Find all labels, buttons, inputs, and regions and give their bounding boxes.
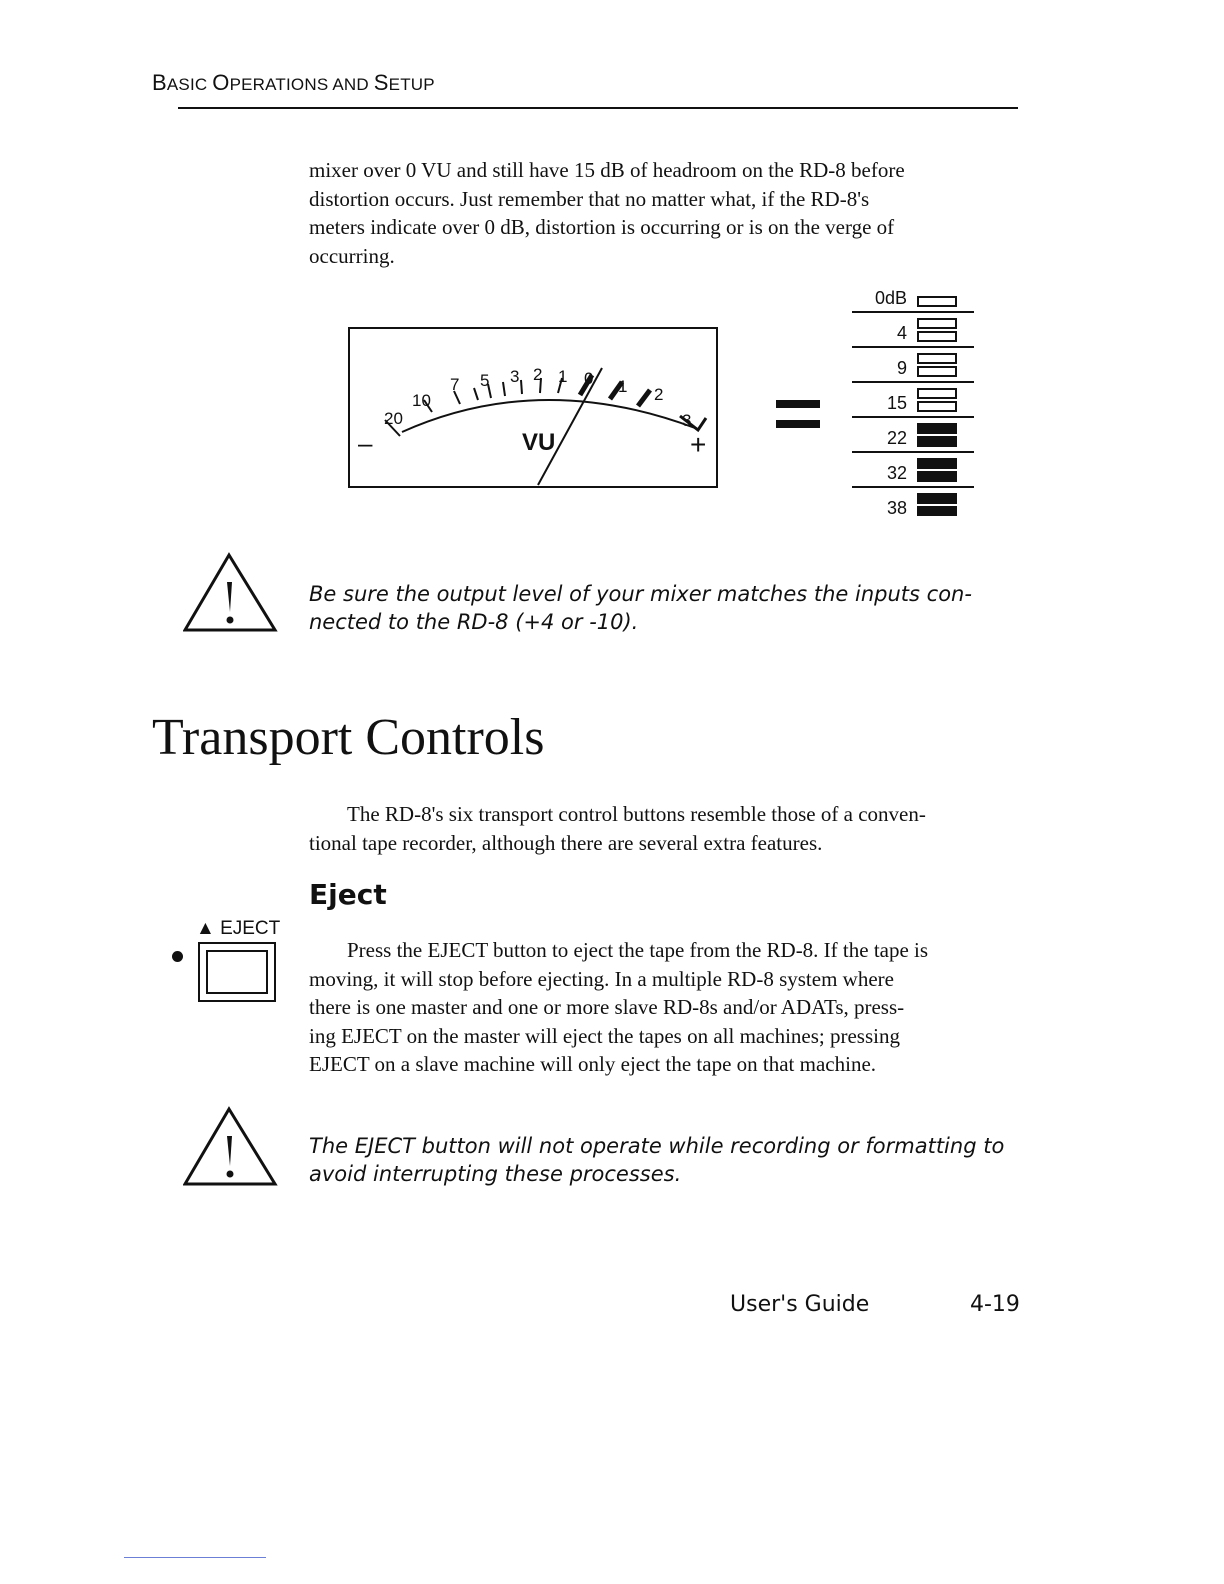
paragraph-intro bbox=[309, 156, 1009, 270]
vu-meter-frame bbox=[349, 328, 717, 487]
vu-label-10: 10 bbox=[412, 391, 431, 410]
equals-bar-bottom bbox=[776, 420, 820, 428]
note-line: avoid interrupting these processes. bbox=[309, 1162, 682, 1186]
eject-button-face bbox=[206, 950, 268, 994]
led-segment-unlit bbox=[918, 367, 956, 376]
led-label: 0dB bbox=[874, 288, 907, 308]
bottom-edge-line bbox=[124, 1557, 266, 1558]
paragraph-line: mixer over 0 VU and still have 15 dB of headroom on the RD-8 before bbox=[309, 158, 905, 182]
led-segment-lit bbox=[918, 437, 956, 446]
vu-scale-arc bbox=[402, 400, 695, 432]
paragraph-eject bbox=[309, 936, 1019, 1079]
paragraph-line: distortion occurs. Just remember that no matter what, if the RD-8's bbox=[309, 186, 870, 211]
note-line: Be sure the output level of your mixer matches the inputs con- bbox=[309, 582, 972, 606]
led-label: 9 bbox=[896, 358, 907, 378]
led-label: 4 bbox=[896, 323, 907, 343]
equals-bar-top bbox=[776, 400, 820, 408]
led-segment-unlit bbox=[918, 332, 956, 341]
note-line: The EJECT button will not operate while recording or formatting to bbox=[309, 1134, 1005, 1158]
header-part-3: ETUP bbox=[388, 75, 435, 94]
vu-label-20: 20 bbox=[384, 409, 403, 428]
vu-label-2: 2 bbox=[533, 365, 543, 384]
header-part-2: PERATIONS AND bbox=[229, 75, 374, 94]
led-segment-unlit bbox=[918, 297, 956, 306]
vu-label-3: 3 bbox=[510, 367, 520, 386]
paragraph-line: The RD-8's six transport control buttons resemble those of a conven- bbox=[347, 802, 926, 826]
vu-tick-red bbox=[638, 390, 650, 406]
eject-indicator-dot bbox=[172, 951, 183, 962]
paragraph-line: ing EJECT on the master will eject the tapes on all machines; pressing bbox=[309, 1023, 900, 1048]
led-label: 38 bbox=[886, 498, 907, 516]
paragraph-line: there is one master and one or more slave RD-8s and/or ADATs, press- bbox=[309, 995, 905, 1019]
led-meter bbox=[850, 286, 980, 516]
running-header bbox=[152, 70, 435, 96]
vu-label-plus-2: 2 bbox=[654, 385, 664, 404]
footer-page-number: 4-19 bbox=[970, 1292, 1020, 1317]
header-initial-o: O bbox=[212, 70, 230, 95]
led-segment-lit bbox=[918, 424, 956, 433]
header-part-1: ASIC bbox=[166, 75, 213, 94]
vu-minus-sign: – bbox=[358, 428, 373, 458]
paragraph-transport bbox=[309, 800, 1029, 857]
paragraph-line: occurring. bbox=[309, 243, 395, 268]
led-segment-unlit bbox=[918, 402, 956, 411]
led-segment-unlit bbox=[918, 319, 956, 328]
header-initial-s: S bbox=[373, 70, 389, 95]
paragraph-line: EJECT on a slave machine will only eject the tape on that machine. bbox=[309, 1052, 877, 1076]
vu-label-7: 7 bbox=[450, 375, 460, 394]
paragraph-line: Press the EJECT button to eject the tape from the RD-8. If the tape is bbox=[347, 938, 929, 962]
section-title: Transport Controls bbox=[152, 709, 545, 766]
vu-tick bbox=[521, 380, 522, 394]
eject-button-illustration bbox=[198, 942, 276, 1002]
led-segment-lit bbox=[918, 472, 956, 481]
vu-needle bbox=[538, 368, 602, 485]
vu-tick bbox=[503, 382, 505, 396]
header-rule bbox=[178, 107, 1018, 109]
vu-label-0: 0 bbox=[584, 369, 594, 388]
note-output-level bbox=[309, 580, 972, 636]
vu-label-text: VU bbox=[522, 429, 556, 456]
led-segment-unlit bbox=[918, 389, 956, 398]
paragraph-line: meters indicate over 0 dB, distortion is occurring or is on the verge of bbox=[309, 215, 895, 239]
vu-meter-figure bbox=[340, 320, 730, 500]
footer-guide-title: User's Guide bbox=[730, 1292, 870, 1317]
vu-tick bbox=[474, 388, 478, 400]
eject-button-label: ▲ EJECT bbox=[196, 918, 281, 939]
vu-plus-sign: + bbox=[690, 429, 707, 460]
vu-label-5: 5 bbox=[480, 371, 490, 390]
led-segment-lit bbox=[918, 494, 956, 503]
vu-label-1: 1 bbox=[558, 367, 568, 386]
led-segment-lit bbox=[918, 507, 956, 516]
paragraph-line: moving, it will stop before ejecting. In a multiple RD-8 system where bbox=[309, 966, 894, 991]
led-label: 15 bbox=[886, 393, 907, 413]
note-eject bbox=[309, 1132, 1004, 1188]
vu-label-plus-1: 1 bbox=[618, 377, 628, 396]
paragraph-line: tional tape recorder, although there are several extra features. bbox=[309, 830, 823, 855]
led-segment-lit bbox=[918, 459, 956, 468]
note-line: nected to the RD-8 (+4 or -10). bbox=[309, 610, 639, 634]
led-label: 22 bbox=[886, 428, 907, 448]
led-segment-unlit bbox=[918, 354, 956, 363]
warning-icon bbox=[183, 1106, 279, 1188]
vu-label-plus-3: 3 bbox=[682, 411, 692, 430]
led-label: 32 bbox=[886, 463, 907, 483]
header-initial-b: B bbox=[152, 70, 167, 95]
warning-icon bbox=[183, 552, 279, 634]
eject-subtitle: Eject bbox=[309, 878, 387, 911]
